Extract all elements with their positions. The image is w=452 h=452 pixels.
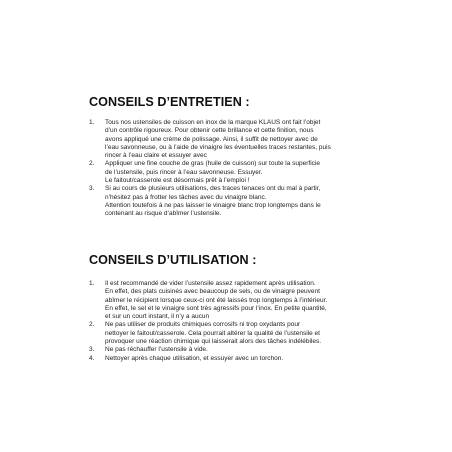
item-line: l’eau savonneuse, ou à l’aide de vinaigre les éventuelles traces restantes, puis: [105, 143, 331, 151]
item-line: Si au cours de plusieurs utilisations, des traces tenaces ont du mal à partir,: [105, 185, 321, 193]
item-line: Ne pas utiliser de produits chimiques corrosifs ni trop oxydants pour: [105, 321, 301, 329]
item-line: Attention toutefois à ne pas laisser le vinaigre blanc trop longtemps dans le: [105, 201, 321, 209]
item-line: abîmer le récipient lorsque ceux-ci ont été laissés trop longtemps à l’intérieur.: [105, 296, 328, 304]
item-number: 3.: [89, 185, 95, 193]
list-item: [89, 185, 419, 218]
item-line: contenant au risque d’abîmer l’ustensile.: [105, 210, 222, 218]
item-line: Tous nos ustensiles de cuisson en inox de la marque KLAUS ont fait l’objet: [105, 119, 321, 126]
item-line: En effet, le sel et le vinaigre sont très agressifs pour l’inox. En petite quantité,: [105, 304, 327, 312]
heading-entretien: CONSEILS D’ENTRETIEN :: [89, 95, 250, 109]
item-number: 2.: [89, 160, 95, 168]
item-line: avons appliqué une crème de polissage. Ainsi, il suffit de nettoyer avec de: [105, 135, 318, 143]
item-line: Le faitout/casserole est désormais prêt à l’emploi !: [105, 177, 250, 185]
list-item: [89, 119, 419, 160]
list-utilisation: [89, 280, 419, 363]
item-line: Nettoyer après chaque utilisation, et essuyer avec un torchon.: [105, 354, 284, 362]
list-item: [89, 160, 419, 185]
list-entretien: [89, 119, 419, 219]
item-line: provoquer une réaction chimique qui laisserait alors des tâches indélébiles.: [105, 338, 322, 346]
item-number: 1.: [89, 280, 95, 287]
item-line: de l’ustensile, puis rincer à l’eau savonneuse. Essuyer.: [105, 168, 263, 176]
item-line: nettoyer le faitout/casserole. Cela pourrait altérer la qualité de l’ustensile et: [105, 329, 320, 337]
section-entretien: [89, 94, 419, 235]
item-line: et sur un court instant, il n’y a aucun: [105, 313, 210, 321]
item-number: 1.: [89, 119, 95, 126]
item-number: 3.: [89, 346, 95, 354]
list-item: [89, 355, 419, 363]
section-utilisation: [89, 252, 419, 379]
item-line: Il est recommandé de vider l’ustensile assez rapidement après utilisation.: [105, 280, 316, 287]
item-line: Appliquer une fine couche de gras (huile de cuisson) sur toute la superficie: [105, 160, 320, 168]
list-item: [89, 321, 419, 346]
list-item: [89, 346, 419, 354]
list-item: [89, 280, 419, 321]
item-number: 4.: [89, 354, 95, 362]
item-line: d’un contrôle rigoureux. Pour obtenir cette brillance et cette finition, nous: [105, 127, 314, 135]
item-number: 2.: [89, 321, 95, 329]
item-line: Ne pas réchauffer l’ustensile à vide.: [105, 346, 208, 354]
item-line: n’hésitez pas à frotter les tâches avec du vinaigre blanc.: [105, 193, 267, 201]
heading-utilisation: CONSEILS D’UTILISATION :: [89, 253, 257, 267]
item-line: rincer à l’eau claire et essuyer avec: [105, 152, 207, 160]
item-line: En effet, des plats cuisinés avec beaucoup de sels, ou de vinaigre peuvent: [105, 288, 320, 296]
